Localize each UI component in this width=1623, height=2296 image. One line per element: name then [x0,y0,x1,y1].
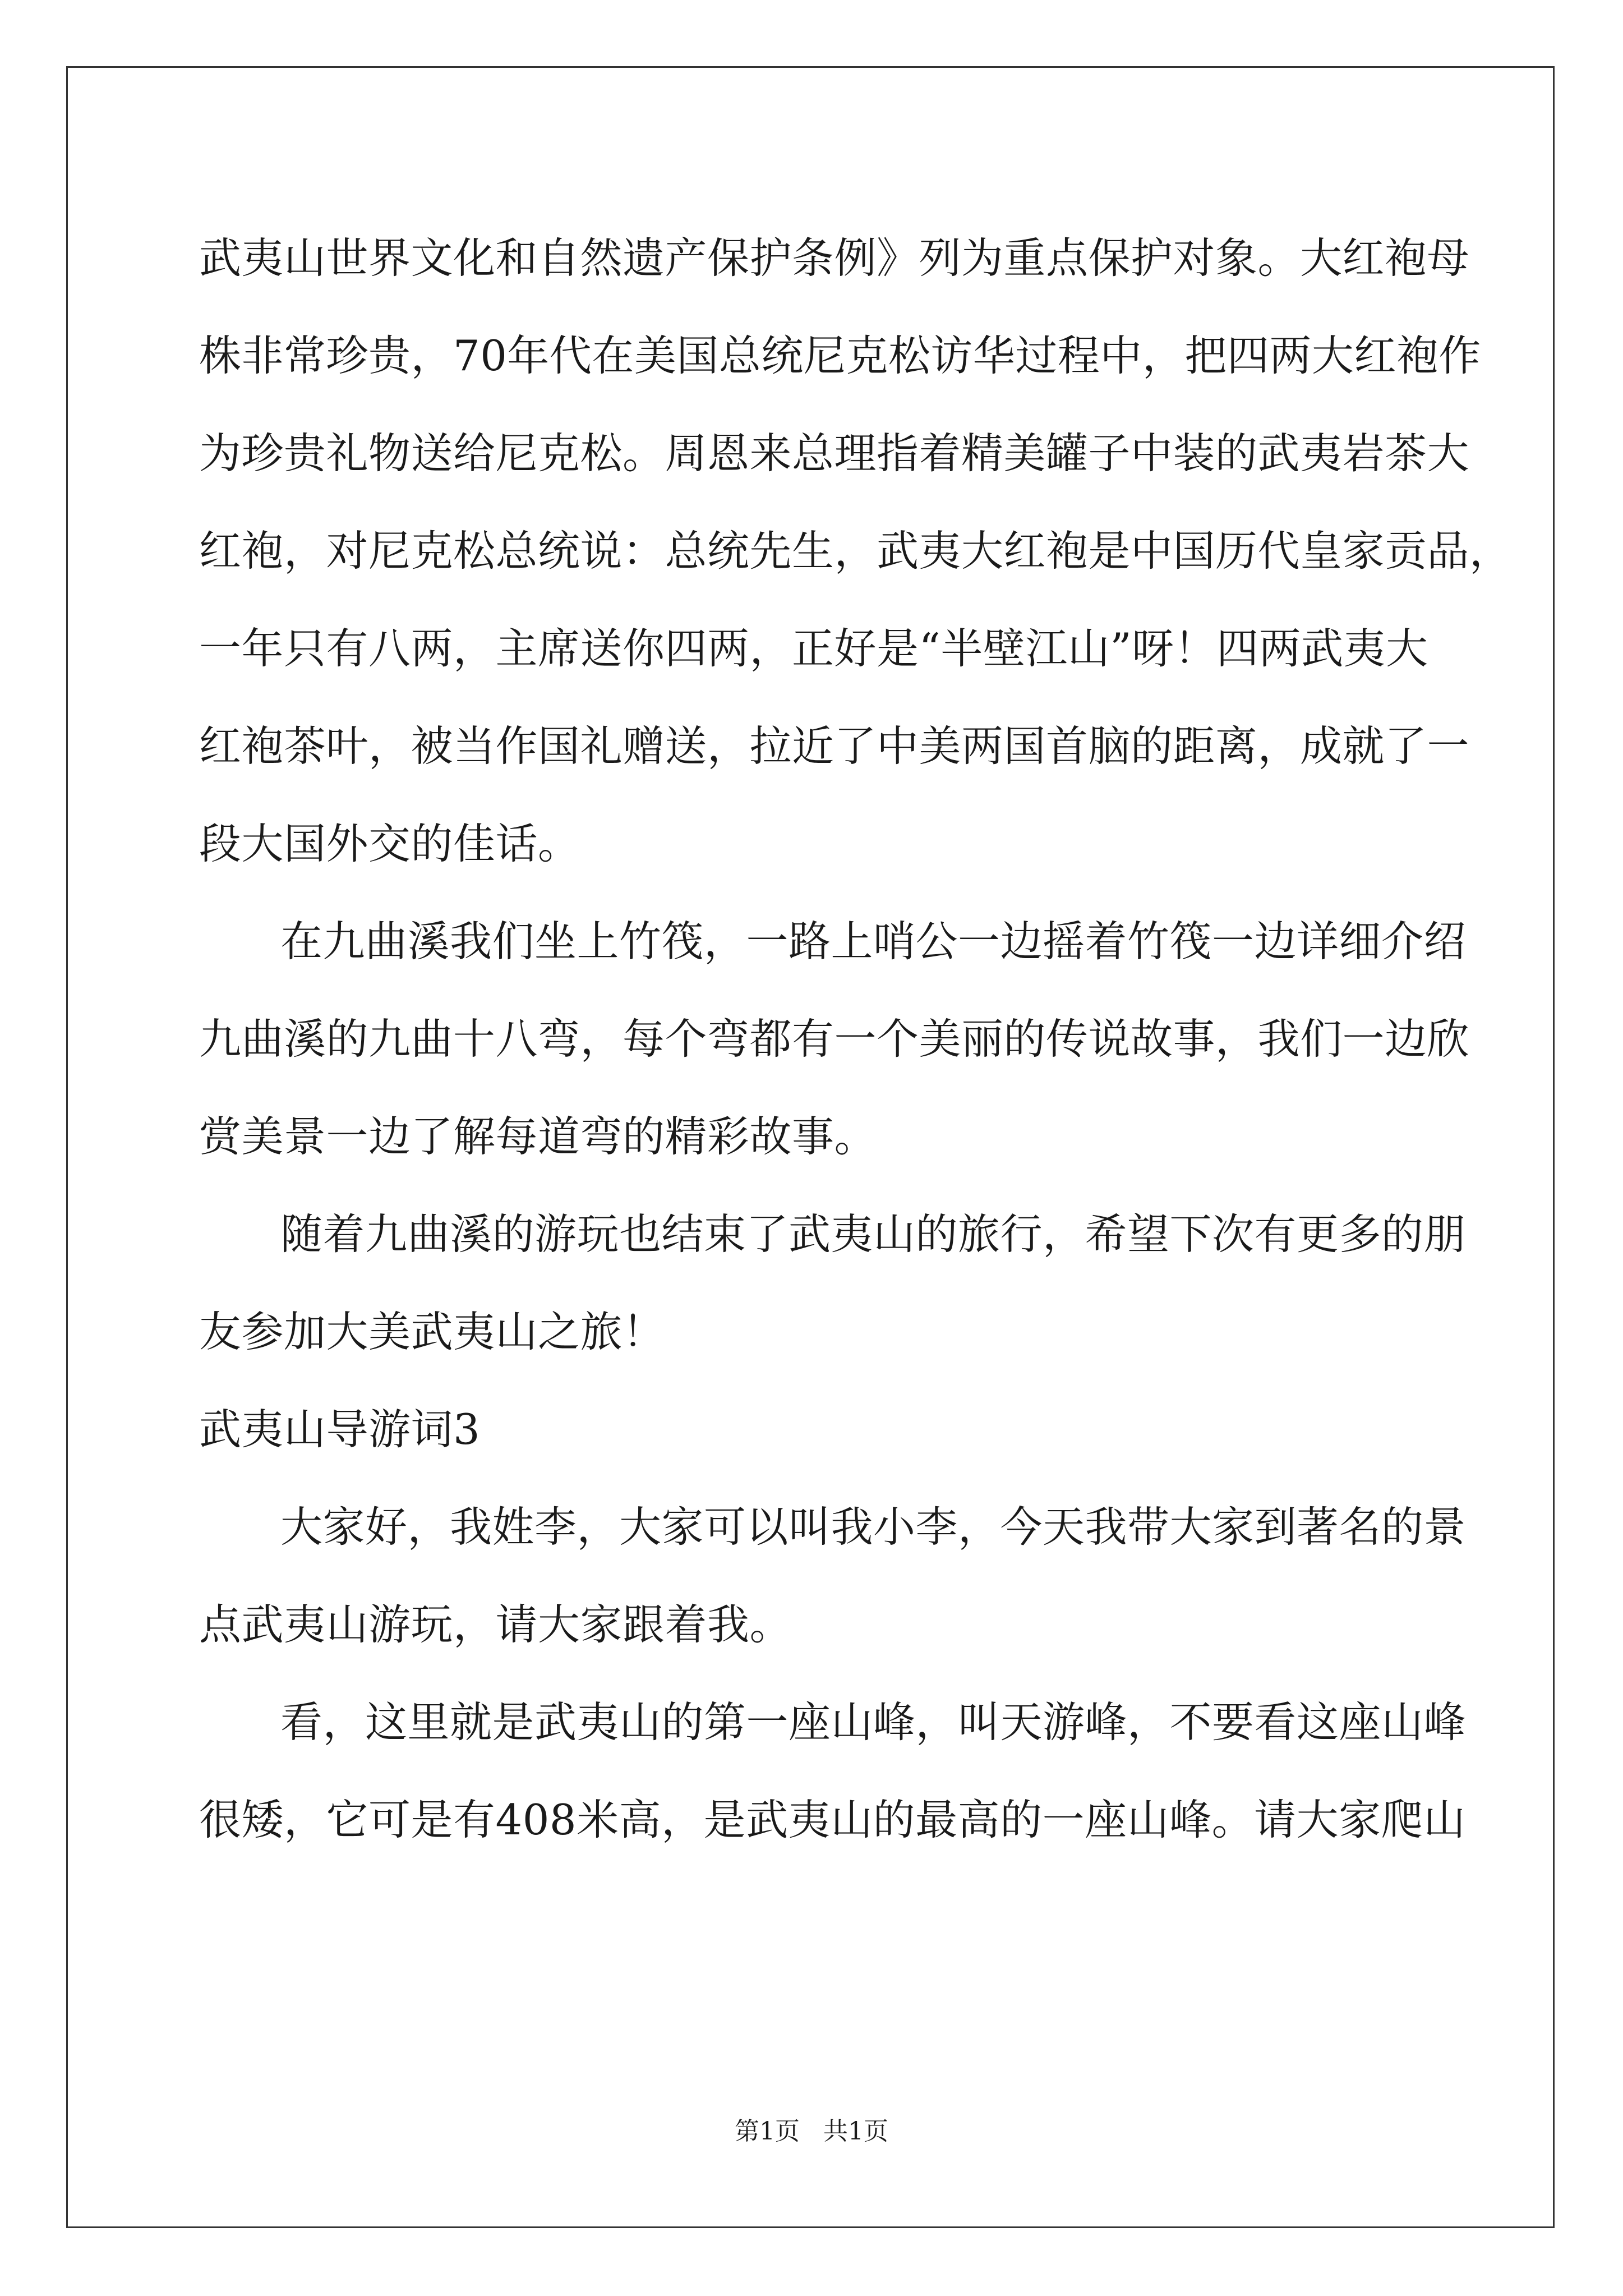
paragraph-start-line: 看，这里就是武夷山的第一座山峰，叫天游峰，不要看这座山峰 [280,1697,1467,1747]
paragraph-start-line: 在九曲溪我们坐上竹筏，一路上哨公一边摇着竹筏一边详细介绍 [280,917,1467,966]
text-line: 友参加大美武夷山之旅！ [199,1307,665,1356]
text-line: 武夷山世界文化和自然遗产保护条例》列为重点保护对象。大红袍母 [199,233,1470,283]
text-line: 为珍贵礼物送给尼克松。周恩来总理指着精美罐子中装的武夷岩茶大 [199,429,1470,478]
text-line: 很矮，它可是有408米高，是武夷山的最高的一座山峰。请大家爬山 [199,1795,1466,1844]
text-line: 点武夷山游玩，请大家跟着我。 [199,1600,792,1649]
paragraph-start-line: 大家好，我姓李，大家可以叫我小李，今天我带大家到著名的景 [280,1502,1467,1552]
paragraph-start-line: 随着九曲溪的游玩也结束了武夷山的旅行，希望下次有更多的朋 [280,1209,1467,1259]
text-line: 红袍，对尼克松总统说：总统先生，武夷大红袍是中国历代皇家贡品， [199,526,1512,576]
text-line: 九曲溪的九曲十八弯，每个弯都有一个美丽的传说故事，我们一边欣 [199,1014,1470,1064]
section-heading: 武夷山导游词3 [199,1405,481,1454]
text-line: 一年只有八两，主席送你四两，正好是“半壁江山”呀！四两武夷大 [199,624,1428,673]
text-line: 株非常珍贵，70年代在美国总统尼克松访华过程中，把四两大红袍作 [199,331,1481,380]
text-line: 红袍茶叶，被当作国礼赠送，拉近了中美两国首脑的距离，成就了一 [199,721,1470,771]
page-footer: 第1页 共1页 [735,2117,888,2146]
text-line: 赏美景一边了解每道弯的精彩故事。 [199,1112,877,1161]
text-line: 段大国外交的佳话。 [199,819,580,868]
